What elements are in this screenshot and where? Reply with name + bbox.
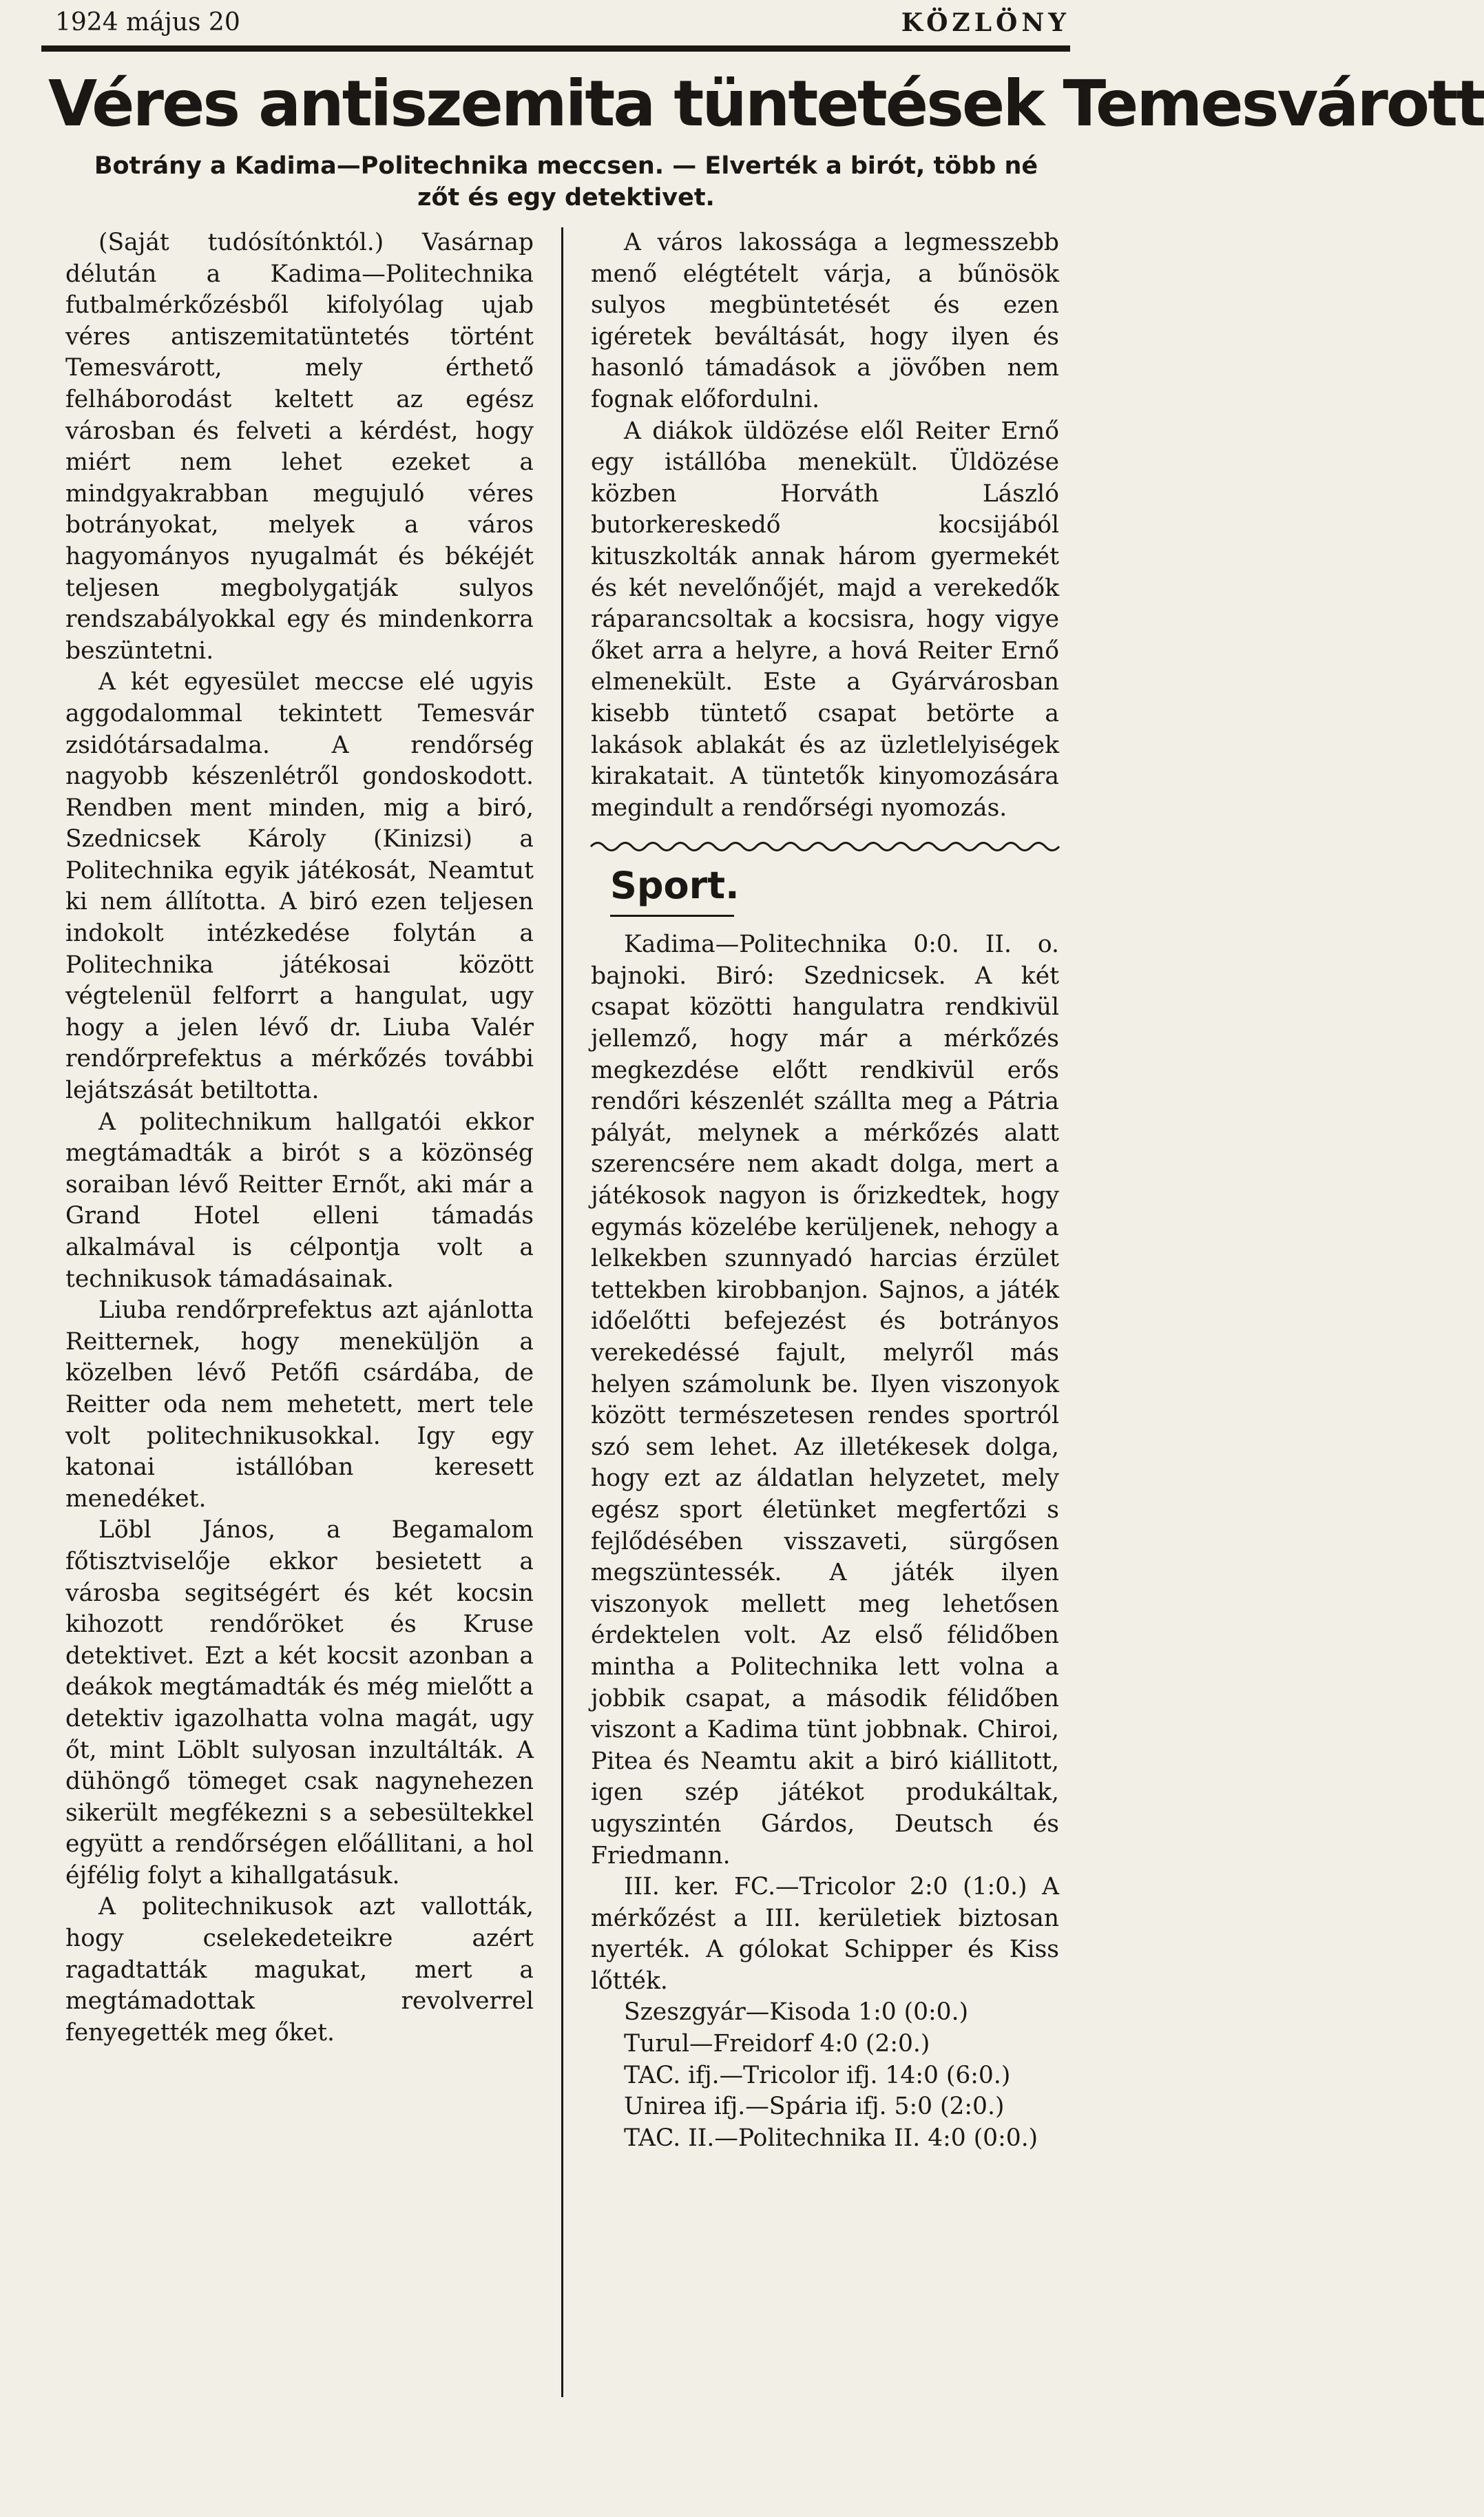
match-result: Szeszgyár—Kisoda 1:0 (0:0.) — [624, 1998, 969, 2027]
sport-paragraph: III. ker. FC.—Tricolor 2:0 (1:0.) A mérkőzést a III. kerületiek biztosan nyerték. A gólokat Schipper és Kiss lőtték. — [591, 1873, 1059, 1995]
article-paragraph: (Saját tudósítónktól.) Vasárnap délután a Kadima—Politechnika futbalmérkőzésből kifolyólag ujab véres antiszemitatüntetés történt Temesvárott, mely érthető felháborodást keltett az egész városban és felveti a kérdést, hogy miért nem lehet ezeket a mindgyakrabban megujuló véres botrányokat, melyek a város hagyományos nyugalmát és békéjét teljesen megbolygatják sulyos rendszabályokkal egy és mindenkorra beszüntetni. — [65, 229, 534, 665]
article-paragraph: A politechnikusok azt vallották, hogy cselekedeteikre azért ragadtatták magukat, mert a megtámadottak revolverrel fenyegették meg őket. — [65, 1893, 534, 2047]
sport-section — [591, 929, 1059, 2154]
column-divider — [561, 227, 563, 2397]
article-headline: Véres antiszemita tüntetések Temesvárott — [48, 67, 1484, 141]
wavy-divider — [591, 839, 1059, 854]
sport-title-rule — [610, 915, 734, 917]
article-paragraph: Löbl János, a Begamalom főtisztviselője ekkor besietett a városba segitségért és két kocsin kihozott rendőröket és Kruse detektivet. Ezt a két kocsit azonban a deákok megtámadták és még mielőtt a detektiv igazolhatta volna magát, ugy őt, mint Löblt sulyosan inzultálták. A dühöngő tömeget csak nagynehezen sikerült megfékezni s a sebesültekkel együtt a rendőrségen előállitani, a hol éjfélig folyt a kihallgatásuk. — [65, 1516, 534, 1889]
sport-paragraph: Kadima—Politechnika 0:0. II. o. bajnoki. Biró: Szednicsek. A két csapat közötti hangulatra rendkivül jellemző, hogy már a mérkőzés megkezdése előtt rendkivül erős rendőri készenlét szállta meg a Pátria pályát, melynek a mérkőzés alatt szerencsére nem akadt dolga, mert a játékosok nagyon is őrizkedtek, hogy egymás közelébe kerüljenek, nehogy a lelkekben szunnyadó harcias érzület tettekben kirobbanjon. Sajnos, a játék időelőtti befejezést és botrányos verekedéssé fajult, melyről más helyen számolunk be. Ilyen viszonyok között természetesen rendes sportról szó sem lehet. Az illetékesek dolga, hogy ezt az áldatlan helyzetet, mely egész sport életünket megfertőzi s fejlődésében visszaveti, sürgősen megszüntessék. A játék ilyen viszonyok mellett meg lehetősen érdektelen volt. Az első félidőben mintha a Politechnika lett volna a jobbik csapat, a második félidőben viszont a Kadima tünt jobbnak. Chiroi, Pitea és Neamtu akit a biró kiállitott, igen szép játékot produkáltak, ugyszintén Gárdos, Deutsch és Friedmann. — [591, 931, 1059, 1869]
article-subhead: Botrány a Kadima—Politechnika meccsen. — Elverték a birót, több né zőt és egy detektivet. — [94, 152, 1038, 211]
issue-date: 1924 május 20 — [55, 8, 240, 37]
right-column — [591, 227, 1059, 2154]
article-paragraph: A város lakossága a legmesszebb menő elégtételt várja, a bűnösök sulyos megbüntetését és ezen igéretek beváltását, hogy ilyen és hasonló támadások a jövőben nem fognak előfordulni. — [591, 229, 1059, 413]
masthead-rule — [41, 45, 1070, 52]
article-paragraph: A két egyesület meccse elé ugyis aggodalommal tekintett Temesvár zsidótársadalma. A rendőrség nagyobb készenlétről gondoskodott. Rendben ment minden, mig a biró, Szednicsek Károly (Kinizsi) a Politechnika egyik játékosát, Neamtut ki nem állította. A biró ezen teljesen indokolt intézkedése folytán a Politechnika játékosai között végtelenül felforrt a hangulat, ugy hogy a jelen lévő dr. Liuba Valér rendőrprefektus a mérkőzés további lejátszását betiltotta. — [65, 668, 534, 1105]
sport-section-title: Sport. — [610, 864, 740, 908]
article-paragraph: A diákok üldözése elől Reiter Ernő egy istállóba menekült. Üldözése közben Horváth László butorkereskedő kocsijából kituszkolták annak három gyermekét és két nevelőnőjét, majd a verekedők ráparancsoltak a kocsisra, hogy vigye őket arra a helyre, a hová Reiter Ernő elmenekült. Este a Gyárvárosban kisebb tüntető csapat betörte a lakások ablakát és az üzletlelyiségek kirakatait. A tüntetők kinyomozására megindult a rendőrségi nyomozás. — [591, 417, 1059, 822]
match-result: Unirea ifj.—Spária ifj. 5:0 (2:0.) — [624, 2093, 1005, 2121]
newspaper-name: KÖZLÖNY — [901, 8, 1070, 37]
match-result: TAC. II.—Politechnika II. 4:0 (0:0.) — [624, 2124, 1038, 2152]
masthead — [48, 8, 1070, 39]
match-result: Turul—Freidorf 4:0 (2:0.) — [624, 2030, 930, 2058]
left-column — [65, 227, 534, 2049]
match-result: TAC. ifj.—Tricolor ifj. 14:0 (6:0.) — [624, 2061, 1011, 2089]
article-paragraph: A politechnikum hallgatói ekkor megtámadták a birót s a közönség soraiban lévő Reitter Ernőt, aki már a Grand Hotel elleni támadás alkalmával is célpontja volt a technikusok támadásainak. — [65, 1108, 534, 1293]
article-paragraph: Liuba rendőrprefektus azt ajánlotta Reitternek, hogy meneküljön a közelben lévő Petőfi csárdába, de Reitter oda nem mehetett, mert tele volt politechnikusokkal. Igy egy katonai istállóban keresett menedéket. — [65, 1296, 534, 1513]
